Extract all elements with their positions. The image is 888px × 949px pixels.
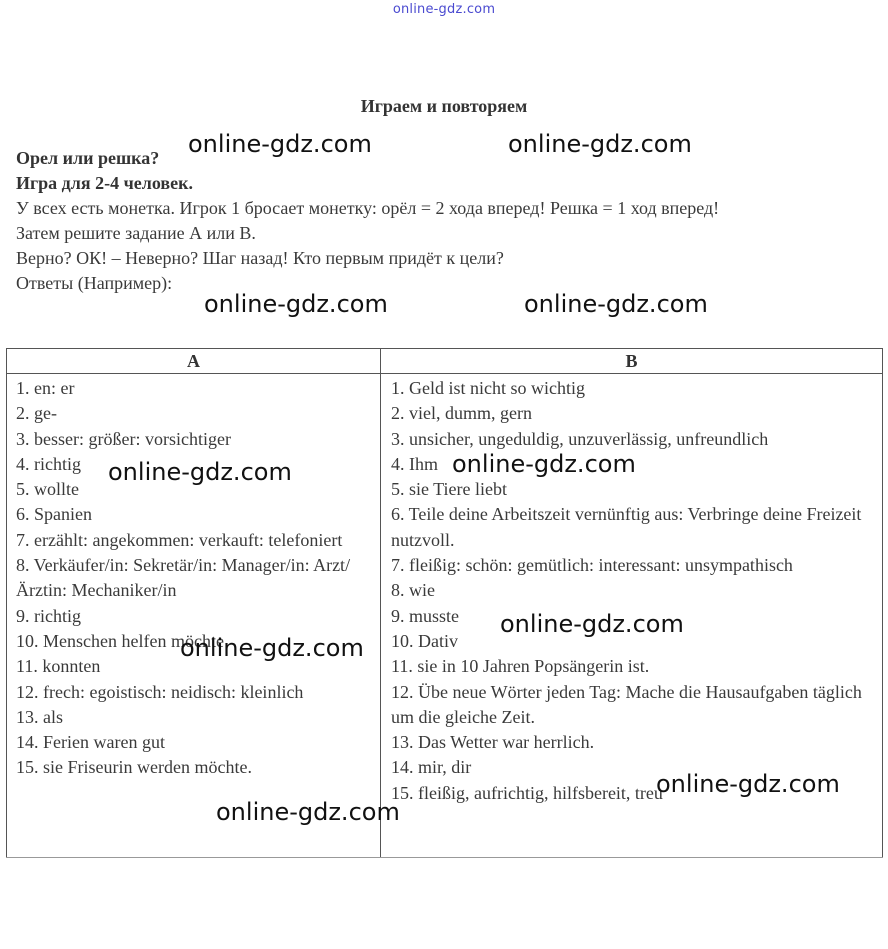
list-item: 13. als (16, 706, 63, 727)
intro-block (16, 146, 874, 296)
list-item: 9. richtig (16, 605, 81, 626)
list-item: 12. frech: egoistisch: neidisch: kleinlich (16, 681, 304, 702)
intro-line-3: Верно? ОК! – Неверно? Шаг назад! Кто первым придёт к цели? (16, 248, 504, 268)
column-header-a: A (7, 349, 381, 374)
column-header-b: B (381, 349, 883, 374)
intro-heading-2: Игра для 2-4 человек. (16, 173, 193, 193)
intro-paragraph: У всех есть монетка. Игрок 1 бросает монетку: орёл = 2 хода вперед! Решка = 1 ход вперед! (16, 198, 720, 218)
list-item: 5. wollte (16, 479, 79, 500)
list-item: 10. Menschen helfen möchte (16, 630, 224, 651)
page-title: Играем и повторяем (360, 96, 528, 116)
watermark: online-gdz.com (108, 458, 292, 486)
list-item: 14. Ferien waren gut (16, 732, 165, 753)
column-a-answers (7, 374, 381, 858)
list-item: 11. sie in 10 Jahren Popsängerin ist. (391, 656, 650, 677)
watermark: online-gdz.com (180, 634, 364, 662)
list-item: 15. fleißig, aufrichtig, hilfsbereit, treu (391, 782, 663, 803)
list-item: 4. richtig (16, 453, 81, 474)
watermark: online-gdz.com (656, 770, 840, 798)
intro-heading-1: Орел или решка? (16, 148, 160, 168)
list-item: 2. viel, dumm, gern (391, 403, 532, 424)
list-item: 12. Übe neue Wörter jeden Tag: Mache die Hausaufgaben täglich um die gleiche Zeit. (391, 681, 862, 727)
intro-line-2: Затем решите задание А или В. (16, 223, 256, 243)
list-item: 6. Teile deine Arbeitszeit vernünftig aus: Verbringe deine Freizeit nutzvoll. (391, 504, 862, 550)
list-item: 7. erzählt: angekommen: verkauft: telefoniert (16, 529, 343, 550)
list-item: 3. unsicher, ungeduldig, unzuverlässig, unfreundlich (391, 428, 769, 449)
watermark: online-gdz.com (452, 450, 636, 478)
watermark: online-gdz.com (216, 798, 400, 826)
site-header: online-gdz.com (392, 2, 496, 17)
watermark: online-gdz.com (500, 610, 684, 638)
list-item: 6. Spanien (16, 504, 92, 525)
watermark: online-gdz.com (188, 130, 372, 158)
list-item: 2. ge- (16, 403, 57, 424)
list-item: 9. musste (391, 605, 460, 626)
list-item: 3. besser: größer: vorsichtiger (16, 428, 231, 449)
list-item: 15. sie Friseurin werden möchte. (16, 757, 252, 778)
list-item: 11. konnten (16, 656, 101, 677)
intro-line-4: Ответы (Например): (16, 273, 173, 293)
watermark: online-gdz.com (508, 130, 692, 158)
list-item: 1. en: er (16, 378, 75, 398)
list-item: 4. Ihm (391, 453, 438, 474)
watermark: online-gdz.com (524, 290, 708, 318)
table-header-row (7, 349, 883, 374)
list-item: 14. mir, dir (391, 757, 472, 778)
watermark: online-gdz.com (204, 290, 388, 318)
list-item: 7. fleißig: schön: gemütlich: interessant: unsympathisch (391, 555, 793, 576)
list-item: 13. Das Wetter war herrlich. (391, 732, 595, 753)
list-item: 8. wie (391, 580, 435, 601)
list-item: 8. Verkäufer/in: Sekretär/in: Manager/in: Arzt/ Ärztin: Mechaniker/in (16, 555, 351, 601)
list-item: 5. sie Tiere liebt (391, 479, 507, 500)
list-item: 10. Dativ (391, 630, 458, 651)
list-item: 1. Geld ist nicht so wichtig (391, 378, 585, 398)
